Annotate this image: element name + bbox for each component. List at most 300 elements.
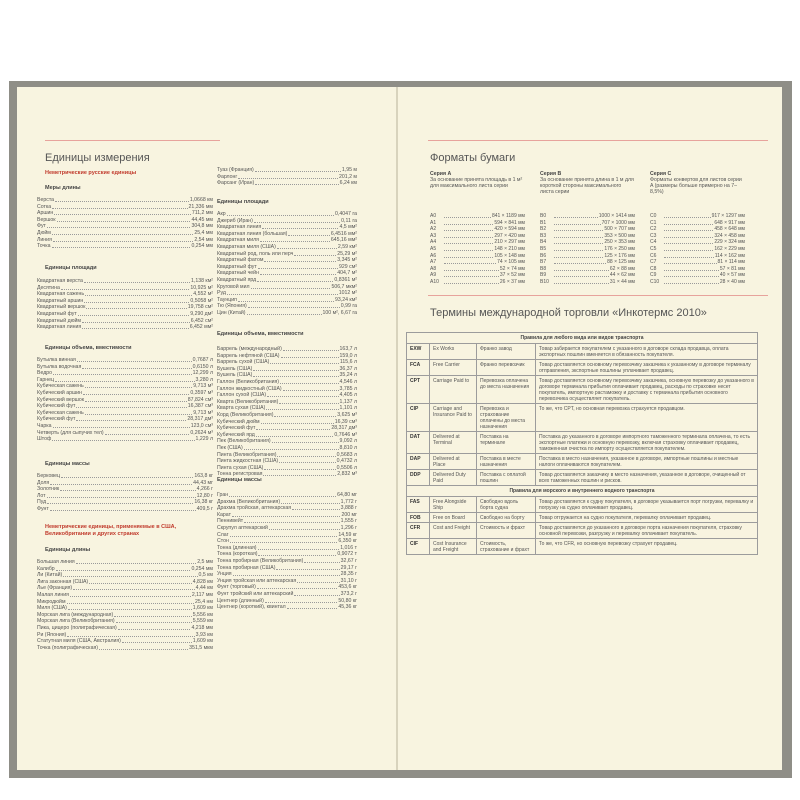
format-row (650, 233, 745, 240)
page-title: Единицы измерения (45, 152, 150, 164)
unit-value: 1,609 км (192, 605, 213, 612)
heading-foreign-mass: Единицы массы (217, 477, 262, 483)
dot-leader (279, 403, 338, 404)
group-row (407, 486, 758, 497)
dot-leader (444, 246, 493, 251)
dot-leader (264, 261, 336, 262)
dot-leader (444, 266, 499, 271)
term-russian: Свободно вдоль борта судна (477, 497, 536, 513)
table-row (37, 237, 213, 244)
table-row (217, 525, 357, 532)
format-code: C8 (650, 265, 657, 272)
format-code: C5 (650, 245, 657, 252)
divider (428, 295, 768, 296)
table-row (217, 277, 357, 284)
table-row (37, 430, 213, 437)
dot-leader (84, 302, 189, 303)
table-row (37, 566, 213, 573)
term-description: Товар доставляется основному перевозчику заказчика к указанному в договоре терминалу отправления, экспортные пошлины уплачивает продавец. (536, 360, 758, 376)
table-row (37, 318, 213, 325)
unit-value: 100 м², 6,67 га (322, 309, 357, 316)
table-row (217, 270, 357, 277)
unit-name: Галлон (Великобритания) (217, 378, 279, 385)
term-russian: Франко завод (477, 344, 536, 360)
table-row (217, 174, 357, 181)
format-size: 324 × 458 мм (714, 232, 745, 239)
dot-leader (664, 246, 713, 251)
unit-name: Центнер (длинный) (217, 597, 264, 604)
term-description: Товар отгружается на судно покупателя, перевалку оплачивает продавец. (536, 513, 758, 523)
dot-leader (52, 247, 191, 248)
unit-value: 16,387 см³ (187, 403, 213, 410)
unit-name: Тонна (короткая) (217, 551, 258, 558)
unit-value: 21,336 мм (188, 203, 213, 210)
dot-leader (54, 214, 191, 215)
table-row (37, 311, 213, 318)
unit-value: 404,7 м² (337, 270, 357, 277)
unit-value: 28,317 дм³ (331, 425, 357, 432)
unit-name: Галлон жидкостный (США) (217, 385, 282, 392)
unit-value: 45,36 кг (338, 604, 357, 611)
unit-value: 1,016 т (340, 544, 357, 551)
table-row (217, 257, 357, 264)
table-row (217, 505, 357, 512)
unit-value: 929 см² (339, 263, 357, 270)
heading-length: Меры длины (45, 185, 81, 191)
unit-value: 6,350 кг (338, 538, 357, 545)
term-english: Free Carrier (430, 360, 477, 376)
table-row (37, 618, 213, 625)
dot-leader (47, 497, 196, 498)
format-row (540, 272, 635, 279)
table-row (37, 559, 213, 566)
unit-name: Пек (Великобритания) (217, 438, 271, 445)
dot-leader (267, 396, 338, 397)
divider (45, 140, 220, 141)
dot-leader (257, 281, 333, 282)
unit-name: Квадратная сажень (37, 291, 85, 298)
dot-leader (294, 595, 339, 596)
dot-leader (444, 272, 499, 277)
unit-value: 2,5 мм (197, 559, 213, 565)
heading-volume: Единицы объема, вместимости (45, 345, 132, 351)
dot-leader (255, 171, 341, 172)
unit-value: 12,299 л (192, 370, 213, 377)
table-row (37, 572, 213, 579)
table-row (217, 297, 357, 304)
table-row (37, 243, 213, 250)
unit-name: Скрупул аптекарский (217, 524, 268, 531)
format-size: 500 × 707 мм (604, 226, 635, 233)
table-row (37, 423, 213, 430)
format-code: B6 (540, 252, 547, 259)
unit-name: Фунт тройский или аптекарский (217, 590, 294, 597)
dot-leader (664, 253, 714, 258)
unit-value: 711,2 мм (191, 210, 213, 217)
format-code: C6 (650, 252, 657, 259)
term-english: Free on Board (430, 513, 477, 523)
term-description: Товар забирается покупателем с указанного в договоре склада продавца, оплата экспортных пошлин вменяется в обязанность покупателя. (536, 344, 758, 360)
unit-value: 304,8 мм (191, 223, 213, 230)
format-size: 176 × 250 мм (604, 245, 635, 252)
group-row (407, 333, 758, 344)
dot-leader (82, 328, 189, 329)
dot-leader (86, 308, 186, 309)
dot-leader (68, 609, 192, 610)
table-row (37, 278, 213, 285)
unit-name: Гарнец (37, 376, 55, 383)
dot-leader (55, 201, 189, 202)
dot-leader (266, 409, 338, 410)
unit-value: 1,772 г (340, 498, 357, 505)
table-row (217, 405, 357, 412)
unit-value: 0,2624 м³ (190, 429, 213, 436)
table-row (37, 480, 213, 487)
unit-value: 2,59 км² (337, 243, 357, 250)
format-code: A1 (430, 219, 437, 226)
dot-leader (265, 602, 338, 603)
dot-leader (256, 436, 334, 437)
unit-value: 0,7687 л (192, 357, 213, 363)
unit-value: 9,290 дм² (190, 310, 213, 317)
unit-name: Баррель (международный) (217, 346, 282, 352)
table-row (217, 237, 357, 244)
unit-value: 2,117 мм (191, 591, 213, 598)
dot-leader (56, 570, 191, 571)
dot-leader (114, 616, 192, 617)
unit-name: Акр (217, 211, 226, 217)
unit-name: Квадратная линия (37, 324, 82, 331)
table-row (217, 518, 357, 525)
dot-leader (263, 475, 336, 476)
dot-leader (229, 496, 336, 497)
format-size: 40 × 57 мм (719, 272, 745, 279)
format-size: 74 × 105 мм (497, 259, 525, 266)
term-russian: Перевозка оплачена до места назначения (477, 376, 536, 404)
dot-leader (554, 259, 606, 264)
unit-value: 1,0668 км (189, 197, 213, 203)
table-row (37, 210, 213, 217)
series-header (540, 171, 635, 195)
unit-value: 9,092 л (339, 438, 357, 445)
unit-value: 373,2 г (340, 590, 357, 597)
table-row (217, 310, 357, 317)
dot-leader (53, 241, 193, 242)
unit-name: Кубический вершок (37, 396, 85, 403)
dot-leader (274, 416, 336, 417)
dot-leader (118, 629, 191, 630)
dot-leader (61, 289, 190, 290)
table-row (217, 224, 357, 231)
dot-leader (554, 253, 603, 258)
unit-name: Фунт (торговый) (217, 584, 256, 591)
unit-name: Тонна регистровая (217, 471, 263, 478)
table-row (37, 304, 213, 311)
unit-name: Квадратный фут (217, 263, 257, 270)
format-code: A5 (430, 245, 437, 252)
term-description: Товар доставляется заказчику в место назначения, указанное в договоре, очищенный от всех таможенных пошлин и рисков. (536, 470, 758, 486)
unit-name: Джериб (Иран) (217, 217, 253, 224)
format-size: 229 × 324 мм (714, 239, 745, 246)
format-code: A8 (430, 265, 437, 272)
format-size: 44 × 62 мм (609, 272, 635, 279)
table-row (37, 324, 213, 331)
dot-leader (664, 279, 719, 284)
format-row (430, 246, 525, 253)
unit-value: 1,101 л (339, 405, 357, 412)
unit-value: 1012 м² (338, 290, 357, 297)
unit-value: 4,552 м² (193, 291, 213, 298)
format-row (650, 226, 745, 233)
unit-name: Бутылка водочная (37, 363, 82, 370)
unit-name: Фарлонг (217, 173, 238, 180)
table-row (217, 571, 357, 578)
term-english: Delivered Duty Paid (430, 470, 477, 486)
unit-value: 2,832 м³ (337, 471, 357, 478)
table-row (217, 359, 357, 366)
table-row (37, 383, 213, 390)
dot-leader (256, 429, 330, 430)
unit-value: 29,17 г (340, 564, 357, 571)
term-row (407, 513, 758, 523)
dot-leader (297, 582, 339, 583)
dot-leader (85, 401, 187, 402)
unit-name: Миля (США) (37, 605, 67, 612)
unit-value: 16,39 см³ (334, 418, 357, 425)
table-row (37, 599, 213, 606)
table-row (37, 223, 213, 230)
table-row (37, 605, 213, 612)
dot-leader (227, 215, 334, 216)
table-row (37, 416, 213, 423)
format-row (430, 233, 525, 240)
format-row (540, 246, 635, 253)
table-row (217, 565, 357, 572)
format-size: 162 × 229 мм (714, 245, 745, 252)
heading-foreign-area: Единицы площади (217, 199, 269, 205)
table-row (217, 604, 357, 611)
unit-value: 0,4047 га (335, 211, 357, 217)
unit-name: Тю (Япония) (217, 303, 247, 310)
table-row (37, 403, 213, 410)
unit-name: Слаг (217, 531, 229, 538)
unit-value: 10,925 м² (190, 284, 213, 291)
unit-name: Фут (37, 223, 46, 230)
term-row (407, 454, 758, 470)
format-code: C3 (650, 232, 657, 239)
dot-leader (238, 178, 338, 179)
dot-leader (664, 272, 719, 277)
format-size: 88 × 125 мм (607, 259, 635, 266)
dot-leader (664, 259, 717, 264)
unit-name: Верста (37, 197, 55, 203)
format-code: B4 (540, 239, 547, 246)
unit-name: Квадратный род, поль или перч (217, 250, 294, 257)
unit-value: 645,16 мм² (330, 237, 357, 244)
unit-name: Четверть (для сыпучих тел) (37, 429, 104, 436)
heading-foreign-volume: Единицы объема, вместимости (217, 331, 304, 337)
dot-leader (60, 490, 196, 491)
unit-value: 6,452 мм² (189, 324, 213, 331)
dot-leader (47, 503, 193, 504)
dot-leader (255, 184, 338, 185)
dot-leader (294, 255, 336, 256)
heading-area: Единицы площади (45, 265, 97, 271)
unit-name: Пинта (Великобритания) (217, 451, 277, 458)
format-size: 52 × 74 мм (499, 265, 525, 272)
unit-name: Корд (Великобритания) (217, 411, 274, 418)
unit-value: 31,10 г (340, 577, 357, 584)
group-title: Правила для морского и внутреннего водного транспорта (407, 486, 758, 497)
dot-leader (82, 322, 190, 323)
dot-leader (664, 266, 719, 271)
unit-name: Гран (217, 492, 229, 498)
term-english: Cost and Freight (430, 523, 477, 539)
table-row (217, 438, 357, 445)
unit-value: 0,5 км (198, 572, 213, 579)
format-row (650, 272, 745, 279)
dot-leader (444, 226, 493, 231)
dot-leader (281, 503, 340, 504)
unit-value: 32,67 г (340, 557, 357, 564)
format-size: 81 × 114 мм (717, 259, 745, 266)
unit-name: Малая линия (37, 591, 69, 598)
unit-value: 123,0 см³ (190, 422, 213, 429)
table-row (217, 366, 357, 373)
dot-leader (55, 381, 195, 382)
dot-leader (444, 279, 499, 284)
dot-leader (78, 315, 189, 316)
term-code: DDP (407, 470, 430, 486)
format-row (540, 266, 635, 273)
format-size: 31 × 44 мм (609, 278, 635, 285)
unit-name: Квадратный дюйм (37, 317, 81, 324)
term-code: FAS (407, 497, 430, 513)
dot-leader (554, 272, 609, 277)
table-row (37, 285, 213, 292)
dot-leader (244, 522, 340, 523)
term-row (407, 497, 758, 513)
term-english: Delivered at Terminal (430, 432, 477, 454)
dot-leader (254, 222, 340, 223)
term-russian: Поставка на терминале (477, 432, 536, 454)
unit-name: Берковец (37, 473, 60, 479)
unit-name: Микродюйм (37, 598, 66, 605)
dot-leader (304, 562, 339, 563)
dot-leader (47, 227, 191, 228)
unit-name: Фарсанг (Иран) (217, 180, 255, 187)
format-row (430, 239, 525, 246)
unit-name: Дюйм (37, 229, 51, 236)
term-description: Поставка в место назначения, указанное в договоре, импортные пошлины и местные налоги оплачиваются покупателем. (536, 454, 758, 470)
unit-name: Морская лига (международная) (37, 611, 114, 618)
table-row (217, 458, 357, 465)
dot-leader (554, 233, 603, 238)
dot-leader (244, 449, 339, 450)
dot-leader (554, 239, 603, 244)
dot-leader (247, 314, 322, 315)
table-row (217, 584, 357, 591)
table-row (37, 390, 213, 397)
format-size: 458 × 648 мм (714, 226, 745, 233)
format-row (430, 220, 525, 227)
unit-name: Квадратная миля (217, 237, 259, 244)
table-row (217, 231, 357, 238)
format-row (650, 253, 745, 260)
unit-value: 0,9072 т (337, 551, 357, 558)
unit-value: 4,266 г (196, 486, 213, 493)
unit-value: 6,452 см² (190, 317, 213, 324)
unit-value: 3,345 м² (337, 257, 357, 264)
unit-name: Ли (Китай) (37, 572, 63, 579)
unit-name: Руд (217, 290, 226, 297)
dot-leader (53, 374, 192, 375)
unit-name: Кубический дюйм (217, 418, 260, 425)
unit-value: 3,93 км (195, 631, 213, 638)
format-row (430, 266, 525, 273)
unit-value: 3,625 м³ (337, 411, 357, 418)
dot-leader (664, 226, 713, 231)
format-size: 26 × 37 мм (499, 278, 525, 285)
dot-leader (264, 469, 335, 470)
table-row (217, 346, 357, 353)
dot-leader (85, 414, 193, 415)
format-size: 1000 × 1414 мм (598, 213, 635, 219)
dot-leader (253, 370, 338, 371)
table-row (37, 357, 213, 364)
unit-name: Квадратный аршин (37, 297, 84, 304)
term-row (407, 404, 758, 432)
unit-name: Кубический аршин (37, 389, 82, 396)
term-row (407, 539, 758, 555)
table-row (37, 377, 213, 384)
dot-leader (251, 288, 331, 289)
series-header (650, 171, 745, 195)
unit-value: 4,5 мм² (339, 224, 357, 231)
dot-leader (283, 350, 339, 351)
unit-value: 0,99 га (340, 303, 357, 310)
unit-value: 115,6 л (339, 359, 357, 366)
table-row (37, 625, 213, 632)
dot-leader (122, 642, 192, 643)
dot-leader (444, 213, 491, 218)
right-page (398, 87, 782, 770)
format-row (430, 279, 525, 286)
table-row (217, 218, 357, 225)
dot-leader (61, 477, 193, 478)
dot-leader (258, 268, 338, 269)
dot-leader (292, 509, 340, 510)
format-size: 114 × 162 мм (714, 252, 745, 259)
format-row (650, 259, 745, 266)
unit-name: Тонна (длинная) (217, 544, 257, 551)
dot-leader (257, 588, 338, 589)
table-row (217, 392, 357, 399)
unit-value: 0,5506 л (336, 464, 357, 471)
unit-value: 9,713 м³ (193, 383, 213, 390)
unit-name: Круговой мил (217, 283, 250, 290)
unit-value: 25,4 нм (195, 598, 213, 605)
dot-leader (281, 357, 339, 358)
unit-value: 3,785 л (339, 385, 357, 392)
term-code: FCA (407, 360, 430, 376)
volume-table (37, 357, 213, 443)
unit-name: Фунт (37, 505, 49, 512)
format-row (540, 259, 635, 266)
unit-name: Бушель (США) (217, 372, 253, 379)
format-row (540, 220, 635, 227)
term-row (407, 432, 758, 454)
